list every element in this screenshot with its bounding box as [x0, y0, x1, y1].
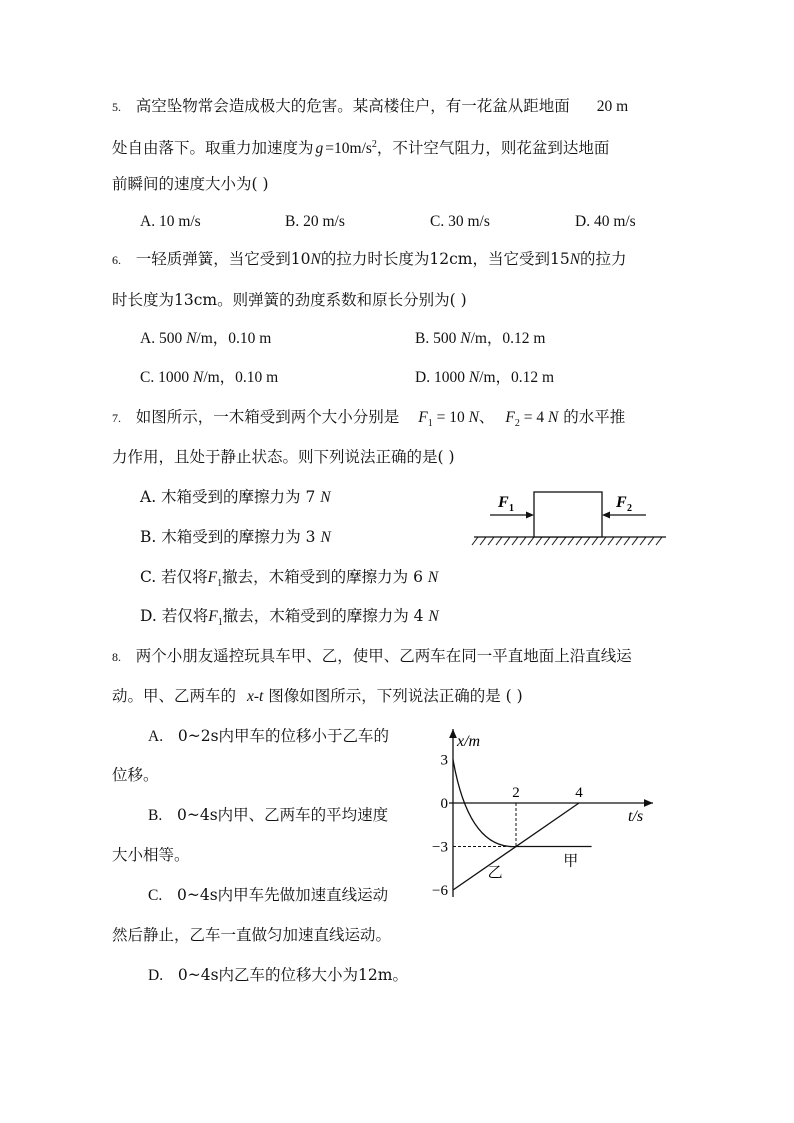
q7-option-a: A. 木箱受到的摩擦力为 7 N: [140, 488, 331, 506]
ground-hatching: [472, 537, 662, 545]
q8-option-a-cont: 位移。: [112, 766, 159, 784]
q5-option-a: A. 10 m/s: [140, 213, 201, 230]
y-tick-label: −6: [432, 883, 448, 897]
q5-line-1: [112, 96, 628, 117]
wooden-box: [534, 492, 602, 537]
q8-stem-text: 两个小朋友遥控玩具车甲、乙，使甲、乙两车在同一平直地面上沿直线运: [135, 647, 632, 665]
f2-label: F: [616, 494, 627, 511]
q6-number: 6.: [112, 253, 121, 267]
q7-option-b: B. 木箱受到的摩擦力为 3 N: [140, 528, 331, 546]
x-tick-label: 2: [512, 785, 520, 801]
f2-arrow: [602, 512, 646, 519]
q8-option-d: D. 0~4s内乙车的位移大小为12m。: [148, 966, 408, 984]
q5-option-b: B. 20 m/s: [285, 213, 345, 230]
q5-number: 5.: [112, 100, 121, 114]
q6-unit-n-2: N: [569, 251, 581, 268]
q8-option-c: C. 0~4s内甲车先做加速直线运动: [148, 886, 389, 904]
q5-option-d: D. 40 m/s: [575, 213, 636, 230]
q5-option-c: C. 30 m/s: [430, 213, 490, 230]
q6-stem-text-3: 的拉力: [580, 250, 627, 268]
q8-line-1: [112, 646, 632, 667]
f1-label: F: [498, 494, 509, 511]
q7-f2-symbol: F: [505, 409, 515, 426]
q6-stem-text-4: 时长度为13cm。则弹簧的劲度系数和原长分别为( ): [112, 291, 467, 309]
q7-option-c: C. 若仅将$F_1$撤去，木箱受到的摩擦力为 6 N: [140, 568, 439, 590]
q8-option-b: B. 0~4s内甲、乙两车的平均速度: [148, 806, 389, 824]
y-tick-label: −3: [432, 839, 448, 856]
q6-unit-n: N: [310, 251, 321, 268]
q5-g-value: =10m/s: [325, 140, 372, 158]
q5-line-2: [112, 135, 609, 159]
q5-stem-text-3: ，不计空气阻力，则花盆到达地面: [376, 139, 610, 158]
q8-line-2: 动。甲、乙两车的 x-t 图像如图所示，下列说法正确的是 ( ): [112, 687, 523, 705]
q5-g-exp: 2: [371, 139, 377, 150]
q8-number: 8.: [112, 650, 121, 664]
q8-xt-graph: [425, 725, 665, 897]
q6-stem-text: 一轻质弹簧，当它受到10: [135, 250, 311, 268]
q6-option-d: D. 1000 N/m，0.12 m: [415, 369, 555, 386]
y-tick-label: 3: [440, 752, 448, 769]
q5-stem-text-2: 处自由落下。取重力加速度为: [112, 139, 314, 158]
q7-line-2: [112, 447, 455, 467]
q8-option-b-cont: 大小相等。: [112, 846, 190, 864]
q5-height: 20 m: [596, 98, 629, 115]
q8-option-a: A. 0~2s内甲车的位移小于乙车的: [148, 727, 390, 745]
q7-option-d: D. 若仅将$F_1$撤去，木箱受到的摩擦力为 4 N: [140, 607, 439, 629]
q5-line-3: [112, 174, 269, 194]
q7-box-figure: [470, 482, 670, 548]
q7-line-1: 7. 如图所示，一木箱受到两个大小分别是 $F_1 = 10$ N、 $F_2 = 4$ N 的水平推: [112, 408, 626, 430]
f2-sub: 2: [627, 503, 632, 514]
q8-stem-text-2: 动。甲、乙两车的: [112, 687, 237, 705]
q6-line-2: [112, 290, 467, 310]
q7-number: 7.: [112, 411, 121, 425]
x-tick-label: 4: [575, 785, 583, 801]
q6-line-1: [112, 249, 627, 270]
q5-stem-text: 高空坠物常会造成极大的危害。某高楼住户，有一花盆从距地面: [135, 97, 570, 115]
q7-stem-text-2: 力作用，且处于静止状态。则下列说法正确的是( ): [112, 448, 455, 466]
y-axis-label: x/m: [457, 733, 481, 750]
q6-option-b: B. 500 N/m，0.12 m: [415, 330, 546, 347]
y-tick-label: 0: [440, 796, 448, 812]
q5-g-symbol: g: [315, 140, 324, 158]
f1-sub: 1: [509, 503, 514, 514]
series-jia-label: 甲: [563, 853, 579, 870]
q6-option-a: A. 500 N/m，0.10 m: [140, 330, 272, 347]
x-axis-label: t/s: [628, 808, 644, 825]
q7-f1-symbol: F: [418, 409, 428, 426]
q5-stem-text-4: 前瞬间的速度大小为( ): [112, 175, 269, 193]
q6-stem-text-2: 的拉力时长度为12cm，当它受到15: [320, 250, 570, 268]
q6-option-c: C. 1000 N/m，0.10 m: [140, 369, 279, 386]
q8-option-c-cont: 然后静止，乙车一直做匀加速直线运动。: [112, 926, 392, 944]
q7-stem-text: 如图所示，一木箱受到两个大小分别是: [135, 408, 400, 426]
series-yi-label: 乙: [487, 864, 503, 881]
